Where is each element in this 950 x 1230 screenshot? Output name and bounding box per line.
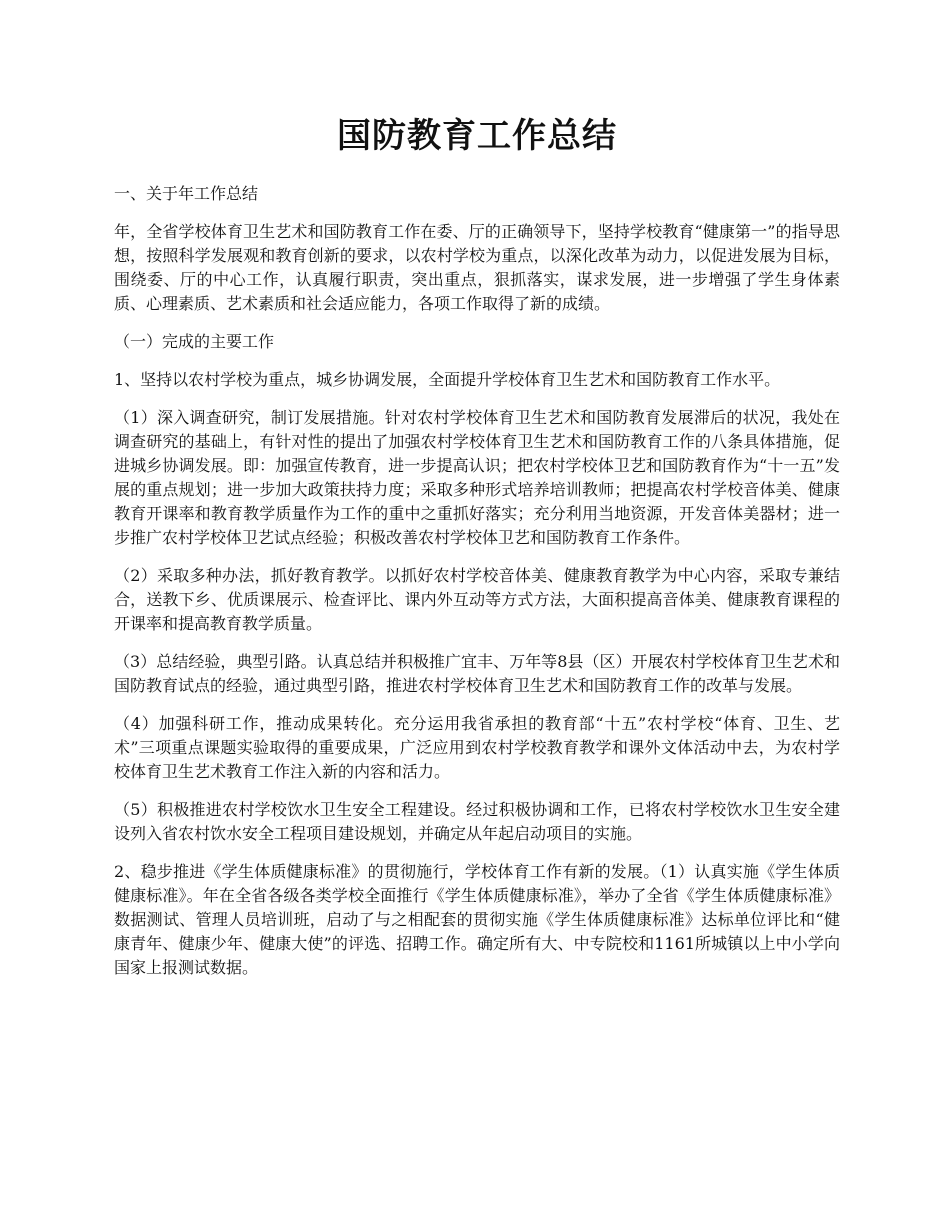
- item-1-5-paragraph: （5）积极推进农村学校饮水卫生安全工程建设。经过积极协调和工作，已将农村学校饮水卫生安全建设列入省农村饮水安全工程项目建设规划，并确定从年起启动项目的实施。: [114, 800, 840, 843]
- document-title: 国防教育工作总结: [337, 116, 617, 156]
- item-1-3-paragraph: （3）总结经验，典型引路。认真总结并积极推广宜丰、万年等8县（区）开展农村学校体育卫生艺术和国防教育试点的经验，通过典型引路，推进农村学校体育卫生艺术和国防教育工作的改革与发展。: [114, 652, 840, 695]
- section-heading: 一、关于年工作总结: [114, 184, 259, 203]
- item-1-4-paragraph: （4）加强科研工作，推动成果转化。充分运用我省承担的教育部“十五”农村学校“体育、卫生、艺术”三项重点课题实验取得的重要成果，广泛应用到农村学校教育教学和课外文体活动中去，为农村学校体育卫生艺术教育工作注入新的内容和活力。: [114, 714, 840, 781]
- item-2-paragraph: 2、稳步推进《学生体质健康标准》的贯彻施行，学校体育工作有新的发展。（1）认真实施《学生体质健康标准》。年在全省各级各类学校全面推行《学生体质健康标准》，举办了全省《学生体质健康标准》数据测试、管理人员培训班，启动了与之相配套的贯彻实施《学生体质健康标准》达标单位评比和“健康青年、健康少年、健康大使”的评选、招聘工作。确定所有大、中专院校和1161所城镇以上中小学向国家上报测试数据。: [114, 862, 840, 977]
- item-1-1-paragraph: （1）深入调查研究，制订发展措施。针对农村学校体育卫生艺术和国防教育发展滞后的状况，我处在调查研究的基础上，有针对性的提出了加强农村学校体育卫生艺术和国防教育工作的八条具体措施，促进城乡协调发展。即：加强宣传教育，进一步提高认识；把农村学校体卫艺和国防教育作为“十一五”发展的重点规划；进一步加大政策扶持力度；采取多种形式培养培训教师；把提高农村学校音体美、健康教育开课率和教育教学质量作为工作的重中之重抓好落实；充分利用当地资源，开发音体美器材；进一步推广农村学校体卫艺试点经验；积极改善农村学校体卫艺和国防教育工作条件。: [114, 408, 840, 547]
- item-1-paragraph: 1、坚持以农村学校为重点，城乡协调发展，全面提升学校体育卫生艺术和国防教育工作水平。: [114, 370, 781, 389]
- intro-paragraph: 年，全省学校体育卫生艺术和国防教育工作在委、厅的正确领导下，坚持学校教育“健康第一”的指导思想，按照科学发展观和教育创新的要求，以农村学校为重点，以深化改革为动力，以促进发展为目标，围绕委、厅的中心工作，认真履行职责，突出重点，狠抓落实，谋求发展，进一步增强了学生身体素质、心理素质、艺术素质和社会适应能力，各项工作取得了新的成绩。: [114, 222, 840, 313]
- subsection-heading: （一）完成的主要工作: [114, 332, 275, 351]
- item-1-2-paragraph: （2）采取多种办法，抓好教育教学。以抓好农村学校音体美、健康教育教学为中心内容，采取专兼结合，送教下乡、优质课展示、检查评比、课内外互动等方式方法，大面积提高音体美、健康教育课程的开课率和提高教育教学质量。: [114, 566, 840, 633]
- document-body: [114, 112, 840, 994]
